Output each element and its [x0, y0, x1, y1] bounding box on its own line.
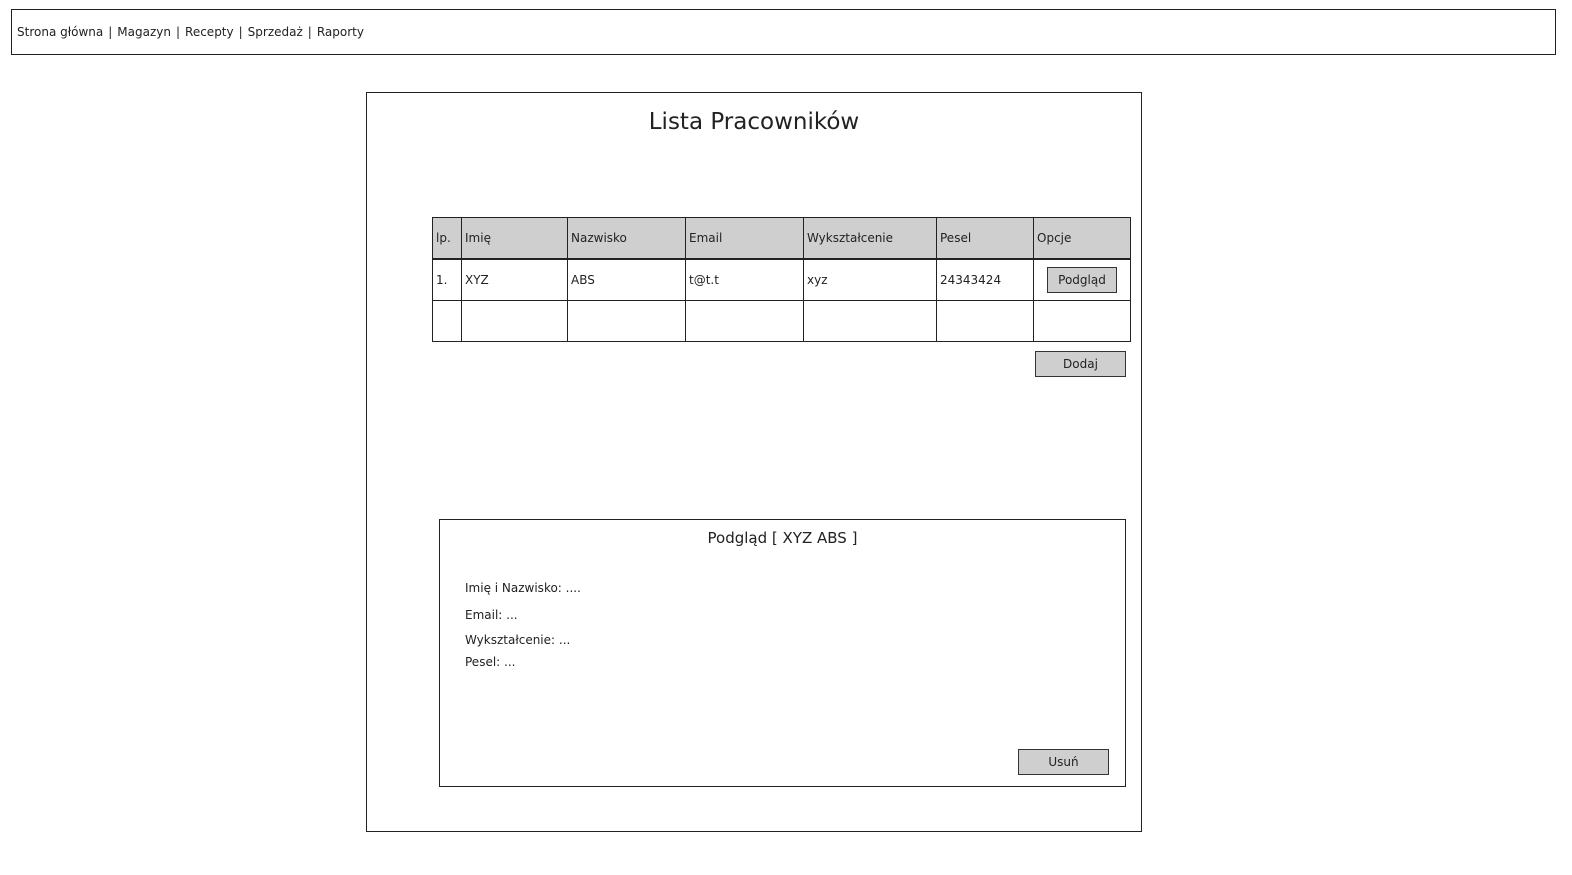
cell-empty [433, 301, 462, 342]
page-title: Lista Pracowników [648, 109, 860, 135]
preview-field-name: Imię i Nazwisko: .... [465, 581, 581, 595]
nav-link-sales[interactable]: Sprzedaż [247, 25, 303, 39]
nav-separator: | [108, 25, 113, 39]
nav-link-warehouse[interactable]: Magazyn [117, 25, 171, 39]
nav-link-recipes[interactable]: Recepty [185, 25, 234, 39]
preview-field-pesel: Pesel: ... [465, 655, 516, 669]
nav-link-reports[interactable]: Raporty [316, 25, 364, 39]
cell-education: xyz [804, 259, 937, 301]
cell-last-name: ABS [568, 259, 686, 301]
cell-email: t@t.t [686, 259, 804, 301]
preview-title: Podgląd [ XYZ ABS ] [707, 529, 858, 547]
column-header-pesel: Pesel [937, 218, 1034, 260]
nav-separator: | [307, 25, 312, 39]
cell-options [1034, 259, 1131, 301]
employee-preview-panel [439, 519, 1126, 787]
column-header-options: Opcje [1034, 218, 1131, 260]
column-header-first-name: Imię [462, 218, 568, 260]
delete-employee-button[interactable]: Usuń [1018, 749, 1109, 775]
cell-empty [686, 301, 804, 342]
cell-pesel: 24343424 [937, 259, 1034, 301]
cell-empty [804, 301, 937, 342]
table-row-empty [433, 301, 1131, 342]
nav-separator: | [175, 25, 181, 39]
preview-button[interactable]: Podgląd [1047, 267, 1117, 293]
preview-field-education: Wykształcenie: ... [465, 633, 571, 647]
column-header-education: Wykształcenie [804, 218, 937, 260]
nav-link-home[interactable]: Strona główna [17, 25, 104, 39]
table-header-row [433, 218, 1131, 260]
add-employee-button[interactable]: Dodaj [1035, 351, 1126, 377]
employee-list-panel [366, 92, 1142, 832]
column-header-last-name: Nazwisko [568, 218, 686, 260]
column-header-lp: lp. [433, 218, 462, 260]
column-header-email: Email [686, 218, 804, 260]
cell-lp: 1. [433, 259, 462, 301]
cell-empty [462, 301, 568, 342]
top-navigation [11, 9, 1556, 55]
employee-table [432, 217, 1131, 342]
table-row [433, 259, 1131, 301]
preview-field-email: Email: ... [465, 608, 518, 622]
cell-empty [937, 301, 1034, 342]
cell-empty [1034, 301, 1131, 342]
cell-first-name: XYZ [462, 259, 568, 301]
cell-empty [568, 301, 686, 342]
nav-separator: | [238, 25, 243, 39]
